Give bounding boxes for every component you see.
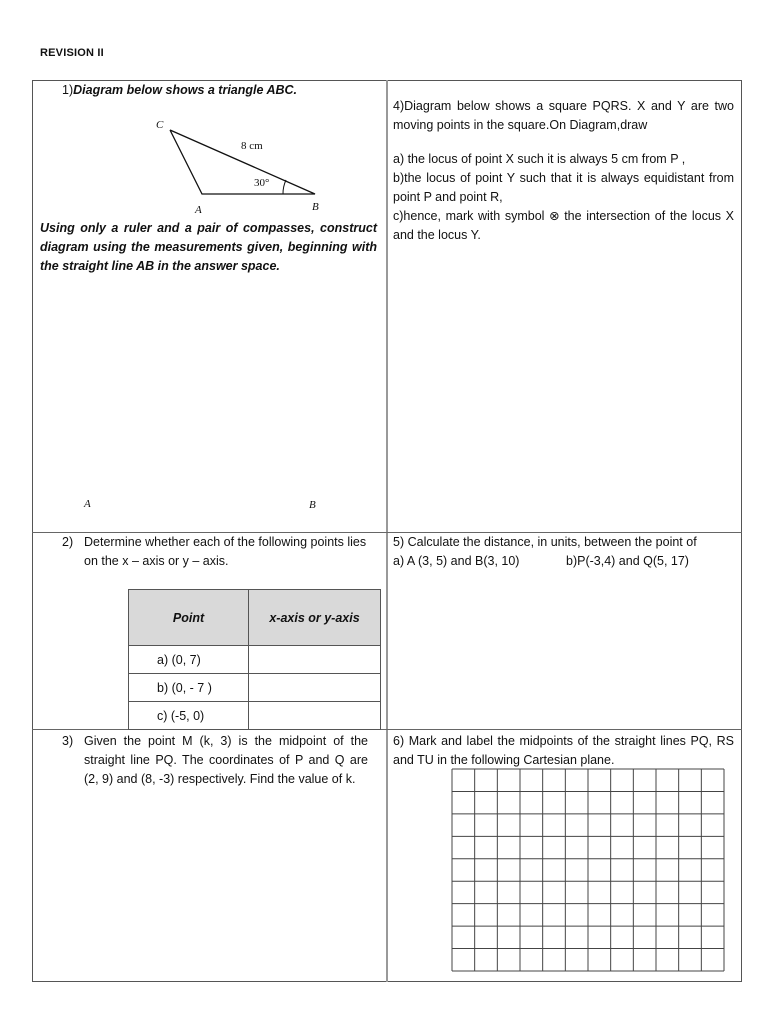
table-row xyxy=(129,702,381,730)
triangle-abc-diagram xyxy=(160,120,330,205)
row-point: a) (0, 7) xyxy=(129,646,249,674)
q3-text: Given the point M (k, 3) is the midpoint of the straight line PQ. The coordinates of P and Q are (2, 9) and (8, -3) respectively. Find the value of k. xyxy=(84,734,368,786)
answer-space-a: A xyxy=(84,498,91,510)
q1-heading: 1)Diagram below shows a triangle ABC. xyxy=(62,83,298,97)
q2-number: 2) xyxy=(62,535,74,549)
angle-arc xyxy=(283,180,286,194)
q5-line1: 5) Calculate the distance, in units, between the point of xyxy=(393,535,697,549)
label-a: A xyxy=(195,204,202,216)
row-answer xyxy=(249,646,381,674)
axis-table-header xyxy=(129,590,381,646)
column-divider xyxy=(386,80,388,982)
table-row xyxy=(129,674,381,702)
row-point: c) (-5, 0) xyxy=(129,702,249,730)
q1-instruction: Using only a ruler and a pair of compasses, construct diagram using the measurements given, beginning with the straight line AB in the answer space. xyxy=(40,221,377,273)
row-point: b) (0, - 7 ) xyxy=(129,674,249,702)
label-b: B xyxy=(312,201,319,213)
label-angle: 30° xyxy=(254,177,270,189)
axis-table xyxy=(128,589,381,730)
q4-intro: 4)Diagram below shows a square PQRS. X and Y are two moving points in the square.On Diagram,draw xyxy=(393,99,734,132)
row-answer xyxy=(249,702,381,730)
header-point: Point xyxy=(129,590,249,646)
cartesian-plane-grid xyxy=(451,768,725,972)
label-side-length: 8 cm xyxy=(241,140,263,152)
q4-part-a: a) the locus of point X such it is always 5 cm from P , xyxy=(393,152,686,166)
table-row xyxy=(129,646,381,674)
q5-part-a: a) A (3, 5) and B(3, 10) xyxy=(393,554,520,568)
q4-part-b: b)the locus of point Y such that it is always equidistant from point P and point R, xyxy=(393,171,734,204)
header-axis: x-axis or y-axis xyxy=(249,590,381,646)
page-title: REVISION II xyxy=(40,47,104,59)
answer-space-b: B xyxy=(309,499,316,511)
label-c: C xyxy=(156,119,164,131)
row-answer xyxy=(249,674,381,702)
q4-part-c: c)hence, mark with symbol ⊗ the intersection of the locus X and the locus Y. xyxy=(393,209,734,242)
q5-part-b: b)P(-3,4) and Q(5, 17) xyxy=(566,554,689,568)
q3-number: 3) xyxy=(62,734,74,748)
q6-text: 6) Mark and label the midpoints of the straight lines PQ, RS and TU in the following Cartesian plane. xyxy=(393,734,734,767)
q2-text: Determine whether each of the following points lies on the x – axis or y – axis. xyxy=(84,535,367,568)
